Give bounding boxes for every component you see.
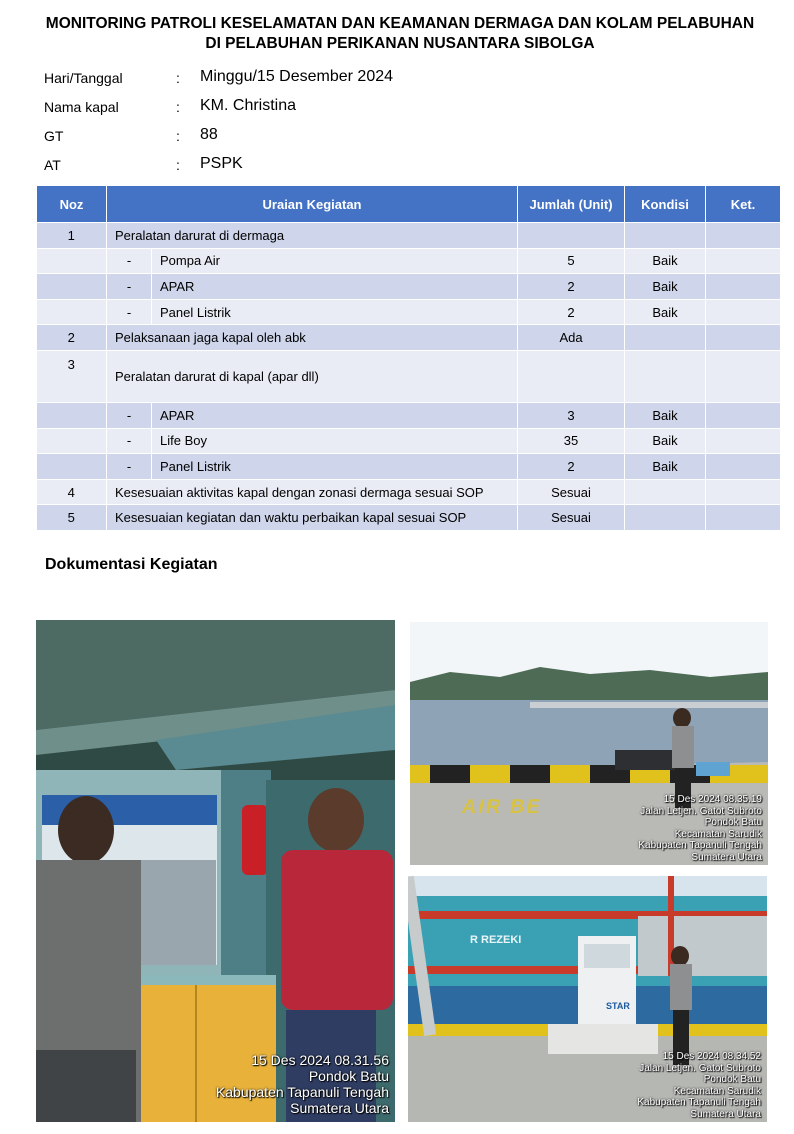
photo-cabin — [36, 620, 395, 1122]
cell-uraian: Panel Listrik — [152, 454, 518, 480]
cell-no: 2 — [37, 325, 107, 351]
cell-dash: - — [107, 274, 152, 300]
stamp-line: 15 Des 2024 08.31.56 — [251, 1051, 389, 1068]
cell-uraian: Life Boy — [152, 428, 518, 454]
info-label: GT — [44, 128, 64, 144]
cell-jumlah: 5 — [518, 248, 625, 274]
table-row — [37, 299, 781, 325]
cell-kondisi — [625, 350, 706, 402]
stamp-line: Pondok Batu — [703, 1074, 761, 1085]
cell-ket — [706, 223, 781, 249]
cell-ket — [706, 274, 781, 300]
dock-painted-text: AIR BE — [460, 796, 544, 818]
activity-table — [36, 185, 781, 531]
table-row — [37, 428, 781, 454]
table-row — [37, 479, 781, 505]
cell-jumlah: Sesuai — [518, 505, 625, 531]
cell-kondisi: Baik — [625, 274, 706, 300]
info-value: Minggu/15 Desember 2024 — [200, 68, 394, 85]
cell-uraian: Peralatan darurat di kapal (apar dll) — [107, 350, 518, 402]
cell-kondisi — [625, 505, 706, 531]
header-kondisi: Kondisi — [625, 186, 706, 223]
cell-dash: - — [107, 428, 152, 454]
cell-kondisi: Baik — [625, 248, 706, 274]
cell-no — [37, 454, 107, 480]
cell-jumlah: 3 — [518, 402, 625, 428]
cell-uraian: Peralatan darurat di dermaga — [107, 223, 518, 249]
stamp-line: Sumatera Utara — [690, 1108, 761, 1120]
table-row — [37, 350, 781, 402]
cell-uraian: APAR — [152, 402, 518, 428]
header-uraian: Uraian Kegiatan — [107, 186, 518, 223]
header-jumlah: Jumlah (Unit) — [518, 186, 625, 223]
stamp-line: Kecamatan Sarudik — [673, 1085, 761, 1097]
info-colon: : — [176, 157, 180, 173]
info-label: AT — [44, 157, 61, 173]
cell-jumlah: 35 — [518, 428, 625, 454]
cell-ket — [706, 428, 781, 454]
timestamp-overlay — [638, 794, 762, 863]
cell-kondisi — [625, 223, 706, 249]
photo-boat-pump — [408, 876, 767, 1122]
cell-dash: - — [107, 402, 152, 428]
info-value: 88 — [200, 126, 218, 143]
cell-jumlah: 2 — [518, 454, 625, 480]
cell-dash: - — [107, 454, 152, 480]
timestamp-overlay — [637, 1051, 761, 1120]
stamp-line: Kecamatan Sarudik — [674, 828, 762, 840]
cell-dash: - — [107, 248, 152, 274]
cell-jumlah — [518, 350, 625, 402]
stamp-line: Kabupaten Tapanuli Tengah — [637, 1097, 761, 1108]
title-line-2: DI PELABUHAN PERIKANAN NUSANTARA SIBOLGA — [205, 35, 595, 52]
cell-ket — [706, 402, 781, 428]
cell-jumlah — [518, 223, 625, 249]
stamp-line: Pondok Batu — [704, 817, 762, 828]
cell-kondisi: Baik — [625, 299, 706, 325]
cell-ket — [706, 350, 781, 402]
table-row — [37, 248, 781, 274]
cell-uraian: Kesesuaian aktivitas kapal dengan zonasi dermaga sesuai SOP — [107, 479, 518, 505]
cell-kondisi: Baik — [625, 428, 706, 454]
page-title — [20, 14, 780, 54]
table-row — [37, 325, 781, 351]
cell-uraian: APAR — [152, 274, 518, 300]
stamp-line: 15 Des 2024 08.34.52 — [662, 1051, 761, 1062]
info-colon: : — [176, 128, 180, 144]
cell-no — [37, 402, 107, 428]
cell-jumlah: 2 — [518, 299, 625, 325]
documentation-heading: Dokumentasi Kegiatan — [45, 556, 218, 573]
cell-no — [37, 299, 107, 325]
cell-ket — [706, 299, 781, 325]
info-row-date — [44, 68, 544, 90]
table-row — [37, 223, 781, 249]
header-ket: Ket. — [706, 186, 781, 223]
cell-jumlah: 2 — [518, 274, 625, 300]
photo-dock — [410, 622, 768, 865]
table-header-row — [37, 186, 781, 223]
cell-no — [37, 428, 107, 454]
pump-brand-text: STAR — [606, 1001, 630, 1011]
stamp-line: 15 Des 2024 08.35.19 — [663, 794, 762, 805]
stamp-line: Kabupaten Tapanuli Tengah — [638, 840, 762, 851]
table-row — [37, 274, 781, 300]
stamp-line: Pondok Batu — [308, 1067, 389, 1084]
cell-ket — [706, 454, 781, 480]
cell-ket — [706, 505, 781, 531]
info-row-at — [44, 155, 544, 177]
table-row — [37, 454, 781, 480]
info-colon: : — [176, 99, 180, 115]
cell-uraian: Panel Listrik — [152, 299, 518, 325]
boat-name-text: R REZEKI — [470, 934, 522, 946]
cell-kondisi: Baik — [625, 402, 706, 428]
stamp-line: Sumatera Utara — [691, 851, 762, 863]
cell-uraian: Pelaksanaan jaga kapal oleh abk — [107, 325, 518, 351]
header-no: Noz — [37, 186, 107, 223]
info-label: Nama kapal — [44, 99, 119, 115]
info-colon: : — [176, 70, 180, 86]
stamp-line: Sumatera Utara — [290, 1099, 389, 1116]
table-row — [37, 505, 781, 531]
cell-kondisi — [625, 479, 706, 505]
cell-no — [37, 274, 107, 300]
cell-ket — [706, 325, 781, 351]
cell-no: 4 — [37, 479, 107, 505]
cell-dash: - — [107, 299, 152, 325]
title-line-1: MONITORING PATROLI KESELAMATAN DAN KEAMANAN DERMAGA DAN KOLAM PELABUHAN — [45, 15, 755, 32]
stamp-line: Kabupaten Tapanuli Tengah — [215, 1083, 389, 1100]
info-value: PSPK — [200, 155, 243, 172]
cell-uraian: Pompa Air — [152, 248, 518, 274]
table-row — [37, 402, 781, 428]
cell-jumlah: Ada — [518, 325, 625, 351]
cell-no: 3 — [37, 350, 107, 402]
cell-kondisi — [625, 325, 706, 351]
stamp-line: Jalan Letjen. Gatot Subroto — [639, 1062, 761, 1074]
timestamp-overlay — [216, 1052, 389, 1116]
info-row-gt — [44, 126, 544, 148]
info-label: Hari/Tanggal — [44, 70, 123, 86]
cell-kondisi: Baik — [625, 454, 706, 480]
info-row-ship-name — [44, 97, 544, 119]
cell-uraian: Kesesuaian kegiatan dan waktu perbaikan kapal sesuai SOP — [107, 505, 518, 531]
cell-no: 5 — [37, 505, 107, 531]
cell-ket — [706, 248, 781, 274]
stamp-line: Jalan Letjen. Gatot Subroto — [640, 805, 762, 817]
cell-ket — [706, 479, 781, 505]
cell-no — [37, 248, 107, 274]
cell-jumlah: Sesuai — [518, 479, 625, 505]
cabin-scene — [36, 620, 395, 1122]
info-value: KM. Christina — [200, 97, 297, 114]
cell-no: 1 — [37, 223, 107, 249]
